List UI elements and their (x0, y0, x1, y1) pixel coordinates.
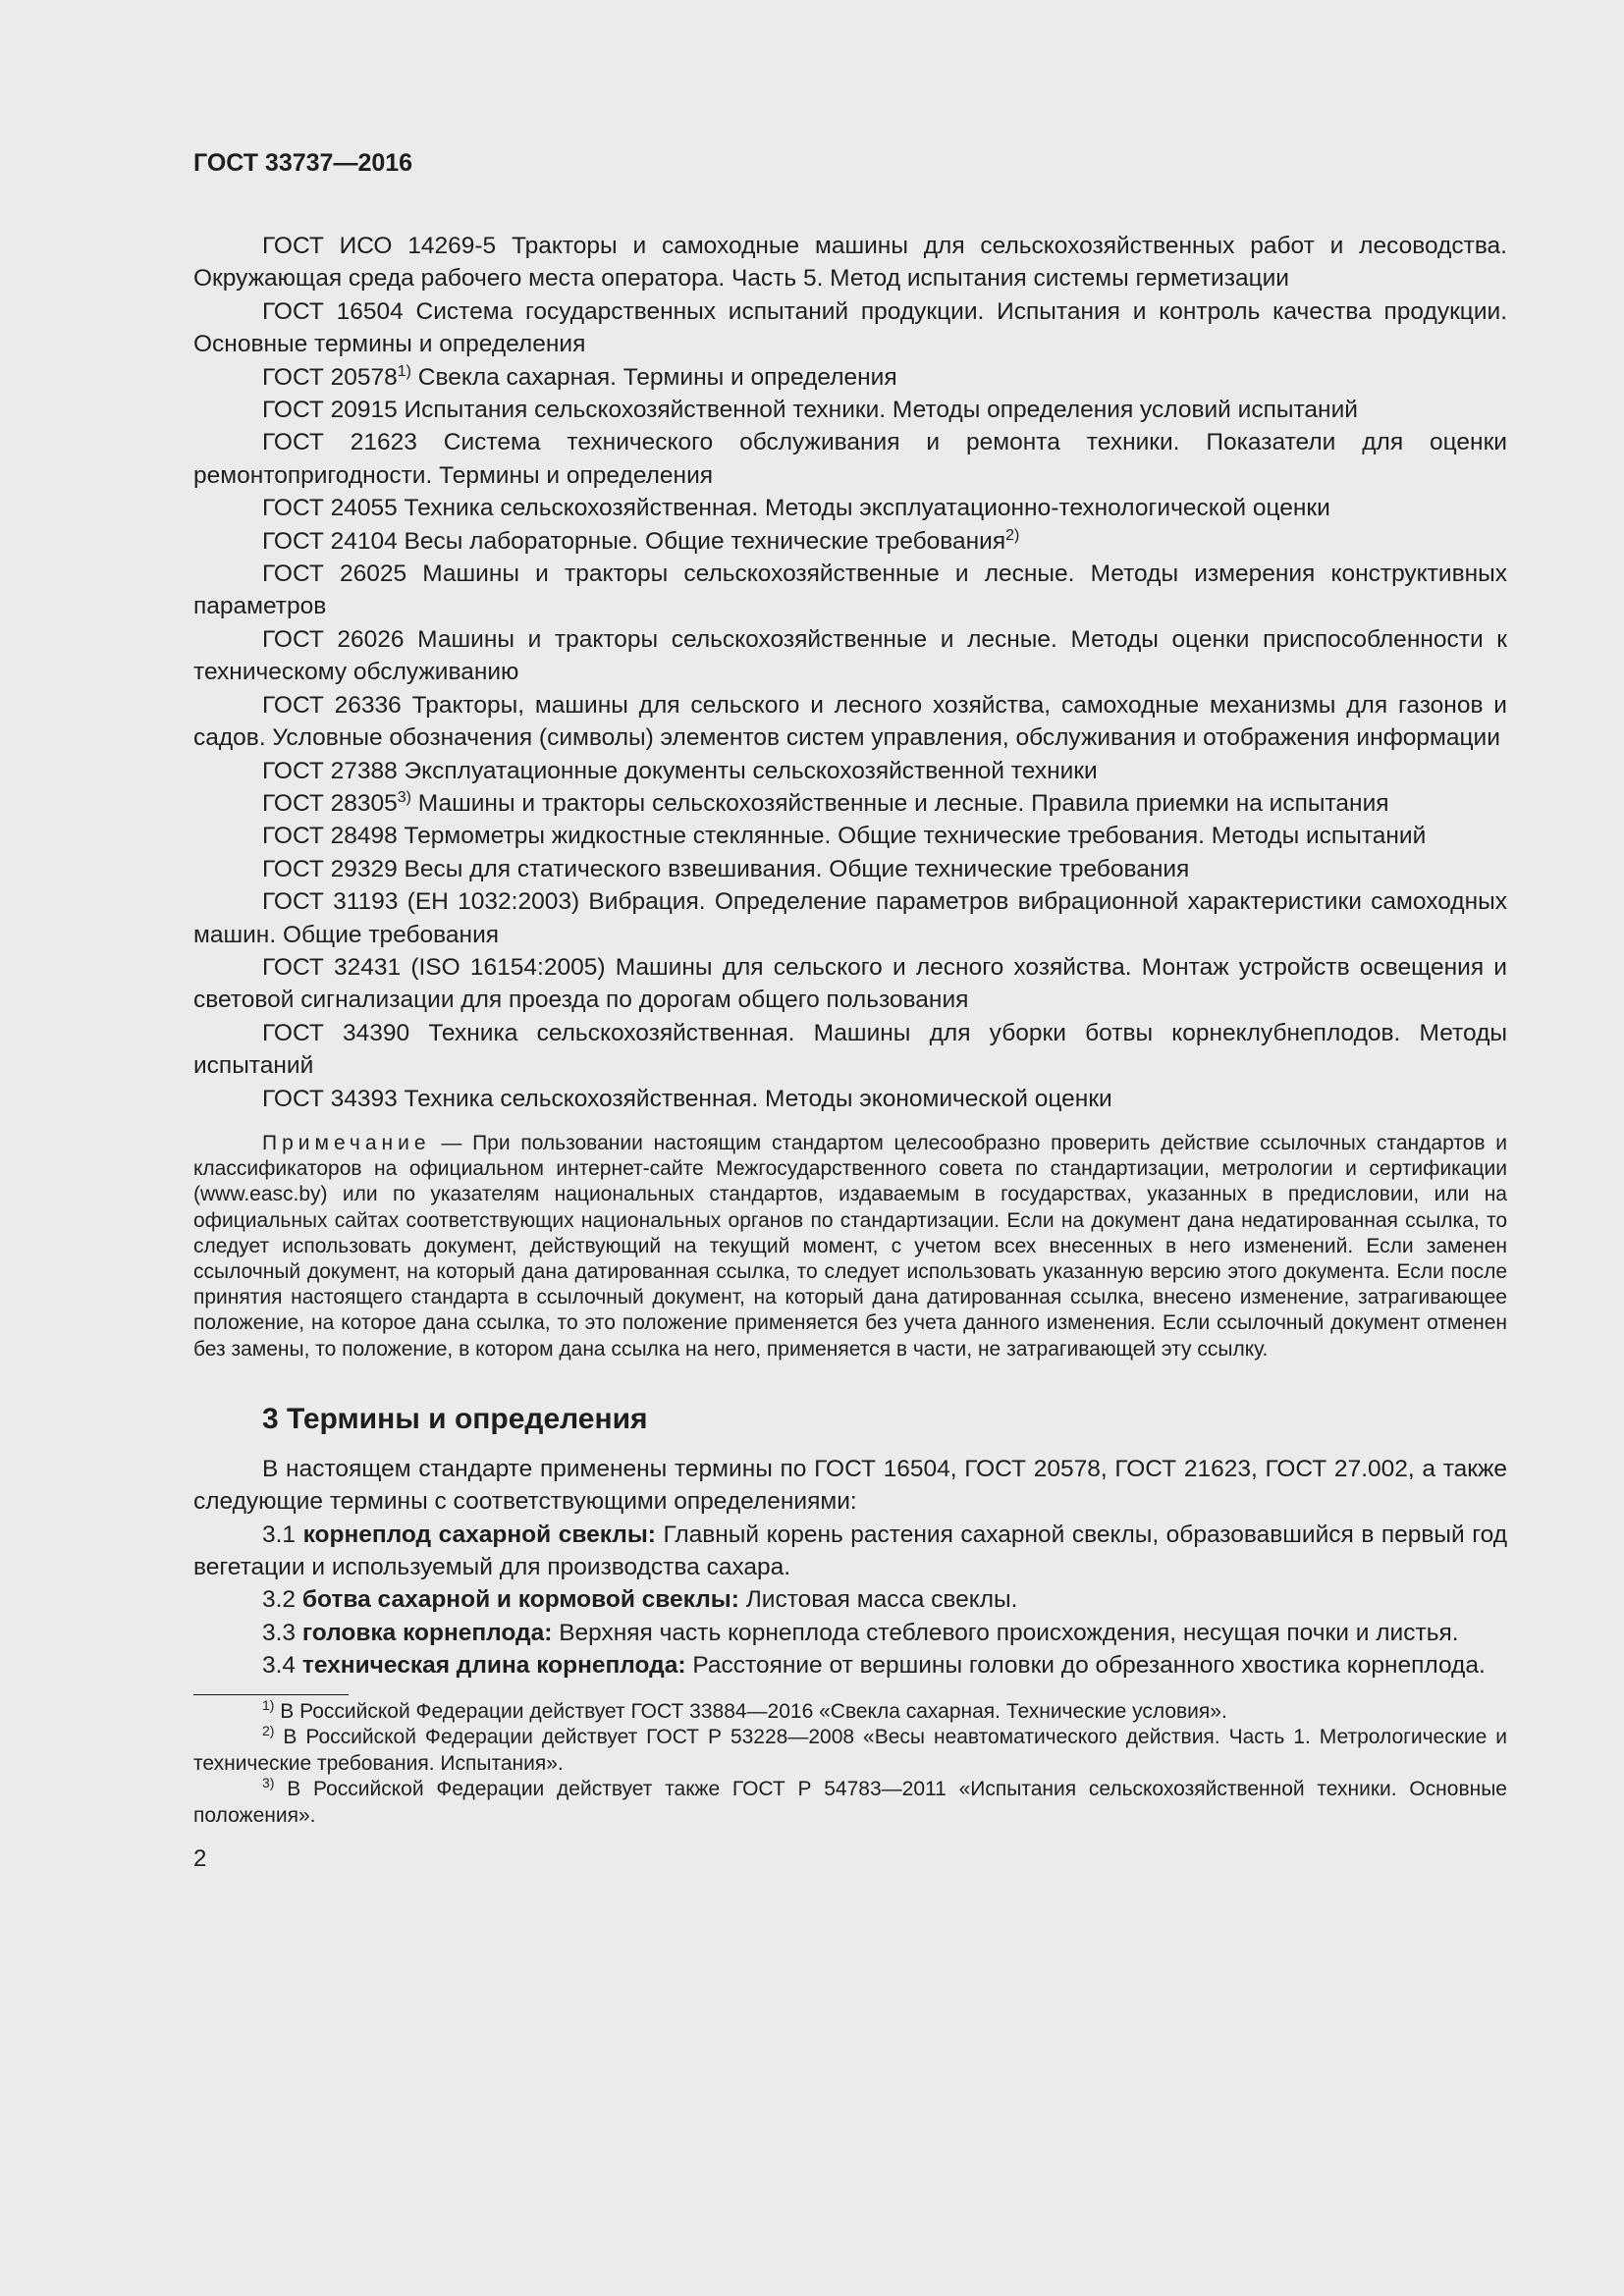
reference-item: ГОСТ 26026 Машины и тракторы сельскохозяйственные и лесные. Методы оценки приспособленности к техническому обслуживанию (193, 625, 1507, 686)
term-name: техническая длина корнеплода: (301, 1652, 686, 1680)
page-number: 2 (193, 1845, 207, 1873)
reference-item: ГОСТ 31193 (ЕН 1032:2003) Вибрация. Определение параметров вибрационной характеристики самоходных машин. Общие требования (193, 888, 1507, 948)
footnote: $^{1)}$ В Российской Федерации действует ГОСТ 33884—2016 «Свекла сахарная. Технические условия». (262, 1696, 1227, 1723)
term-definition: 3.2 ботва сахарной и кормовой свеклы: Листовая масса свеклы. (262, 1586, 1018, 1614)
term-definition: 3.1 корнеплод сахарной свеклы: Главный корень растения сахарной свеклы, образовавшийся в первый год вегетации и используемый для производства сахара. (193, 1521, 1507, 1581)
reference-item: ГОСТ 20578$^{1)}$ Свекла сахарная. Термины и определения (262, 362, 897, 391)
note-text: — При пользовании настоящим стандартом целесообразно проверить действие ссылочных стандартов и классификаторов на официальном интернет-сайте Межгосударственного совета по стандартизации, метрологии и сертификации (www.easc.by) или по указателям национальных стандартов, издаваемым в государствах, указанных в предисловии, или на официальных сайтах соответствующих национальных органов по стандартизации. Если на документ дана недатированная ссылка, то следует использовать документ, действующий на текущий момент, с учетом всех внесенных в него изменений. Если заменен ссылочный документ, на который дана датированная ссылка, то следует использовать указанную версию этого документа. Если после принятия настоящего стандарта в ссылочный документ, на который дана датированная ссылка, внесено изменение, затрагивающее положение, на которое дана ссылка, то это положение применяется без учета данного изменения. Если ссылочный документ отменен без замены, то положение, в котором дана ссылка на него, применяется в части, не затрагивающей эту ссылку. (193, 1131, 1507, 1361)
reference-item: ГОСТ 32431 (ISO 16154:2005) Машины для сельского и лесного хозяйства. Монтаж устройств освещения и световой сигнализации для проезда по дорогам общего пользования (193, 953, 1507, 1014)
section-intro: В настоящем стандарте применены термины по ГОСТ 16504, ГОСТ 20578, ГОСТ 21623, ГОСТ 27.002, а также следующие термины с соответствующими определениями: (193, 1455, 1507, 1516)
term-definition: 3.3 головка корнеплода: Верхняя часть корнеплода стеблевого происхождения, несущая почки и листья. (262, 1619, 1459, 1646)
reference-item: ГОСТ 21623 Система технического обслуживания и ремонта техники. Показатели для оценки ремонтопригодности. Термины и определения (193, 429, 1507, 489)
reference-item: ГОСТ ИСО 14269-5 Тракторы и самоходные машины для сельскохозяйственных работ и лесоводства. Окружающая среда рабочего места оператора. Часть 5. Метод испытания системы герметизации (193, 233, 1507, 293)
footnote-mark: 2) (262, 1723, 275, 1739)
reference-item: ГОСТ 26336 Тракторы, машины для сельского и лесного хозяйства, самоходные механизмы для газонов и садов. Условные обозначения (символы) элементов систем управления, обслуживания и отображения информации (193, 691, 1507, 752)
normative-references (193, 230, 1507, 1115)
reference-item: ГОСТ 29329 Весы для статического взвешивания. Общие технические требования (262, 855, 1190, 882)
reference-item: ГОСТ 28305$^{3)}$ Машины и тракторы сельскохозяйственные и лесные. Правила приемки на испытания (262, 788, 1389, 817)
reference-item: ГОСТ 24055 Техника сельскохозяйственная. Методы эксплуатационно-технологической оценки (262, 495, 1330, 522)
footnote-mark: 3) (262, 1775, 275, 1791)
term-definition: 3.4 техническая длина корнеплода: Расстояние от вершины головки до обрезанного хвостика корнеплода. (262, 1652, 1486, 1680)
reference-item: ГОСТ 28498 Термометры жидкостные стеклянные. Общие технические требования. Методы испытаний (262, 823, 1427, 850)
reference-item: ГОСТ 34390 Техника сельскохозяйственная. Машины для уборки ботвы корнеклубнеплодов. Методы испытаний (193, 1019, 1507, 1080)
note-label: Примечание (262, 1131, 431, 1154)
reference-item: ГОСТ 27388 Эксплуатационные документы сельскохозяйственной техники (262, 757, 1098, 784)
footnote: $^{3)}$ В Российской Федерации действует также ГОСТ Р 54783—2011 «Испытания сельскохозяйственной техники. Основные положения». (193, 1775, 1507, 1827)
term-name: головка корнеплода: (301, 1619, 553, 1646)
document-page (193, 147, 1507, 1874)
reference-item: ГОСТ 16504 Система государственных испытаний продукции. Испытания и контроль качества продукции. Основные термины и определения (193, 297, 1507, 358)
footnote: $^{2)}$ В Российской Федерации действует ГОСТ Р 53228—2008 «Весы неавтоматического действия. Часть 1. Метрологические и технические требования. Испытания». (193, 1723, 1507, 1775)
reference-item: ГОСТ 24104 Весы лабораторные. Общие технические требования$^{2)}$ (262, 526, 1020, 555)
footnote-ref: 3) (397, 788, 411, 806)
term-name: ботва сахарной и кормовой свеклы: (301, 1586, 739, 1614)
term-name: корнеплод сахарной свеклы: (302, 1521, 656, 1548)
document-header: ГОСТ 33737—2016 (193, 149, 413, 177)
section-title: 3 Термины и определения (262, 1402, 648, 1435)
reference-item: ГОСТ 20915 Испытания сельскохозяйственной техники. Методы определения условий испытаний (262, 397, 1358, 424)
footnote-ref: 2) (1005, 526, 1020, 544)
reference-item: ГОСТ 34393 Техника сельскохозяйственная. Методы экономической оценки (262, 1085, 1112, 1112)
footnote-divider (193, 1694, 349, 1695)
footnote-ref: 1) (397, 362, 411, 380)
reference-item: ГОСТ 26025 Машины и тракторы сельскохозяйственные и лесные. Методы измерения конструктивных параметров (193, 561, 1507, 620)
footnote-mark: 1) (262, 1696, 275, 1713)
note-paragraph (193, 1131, 1507, 1362)
